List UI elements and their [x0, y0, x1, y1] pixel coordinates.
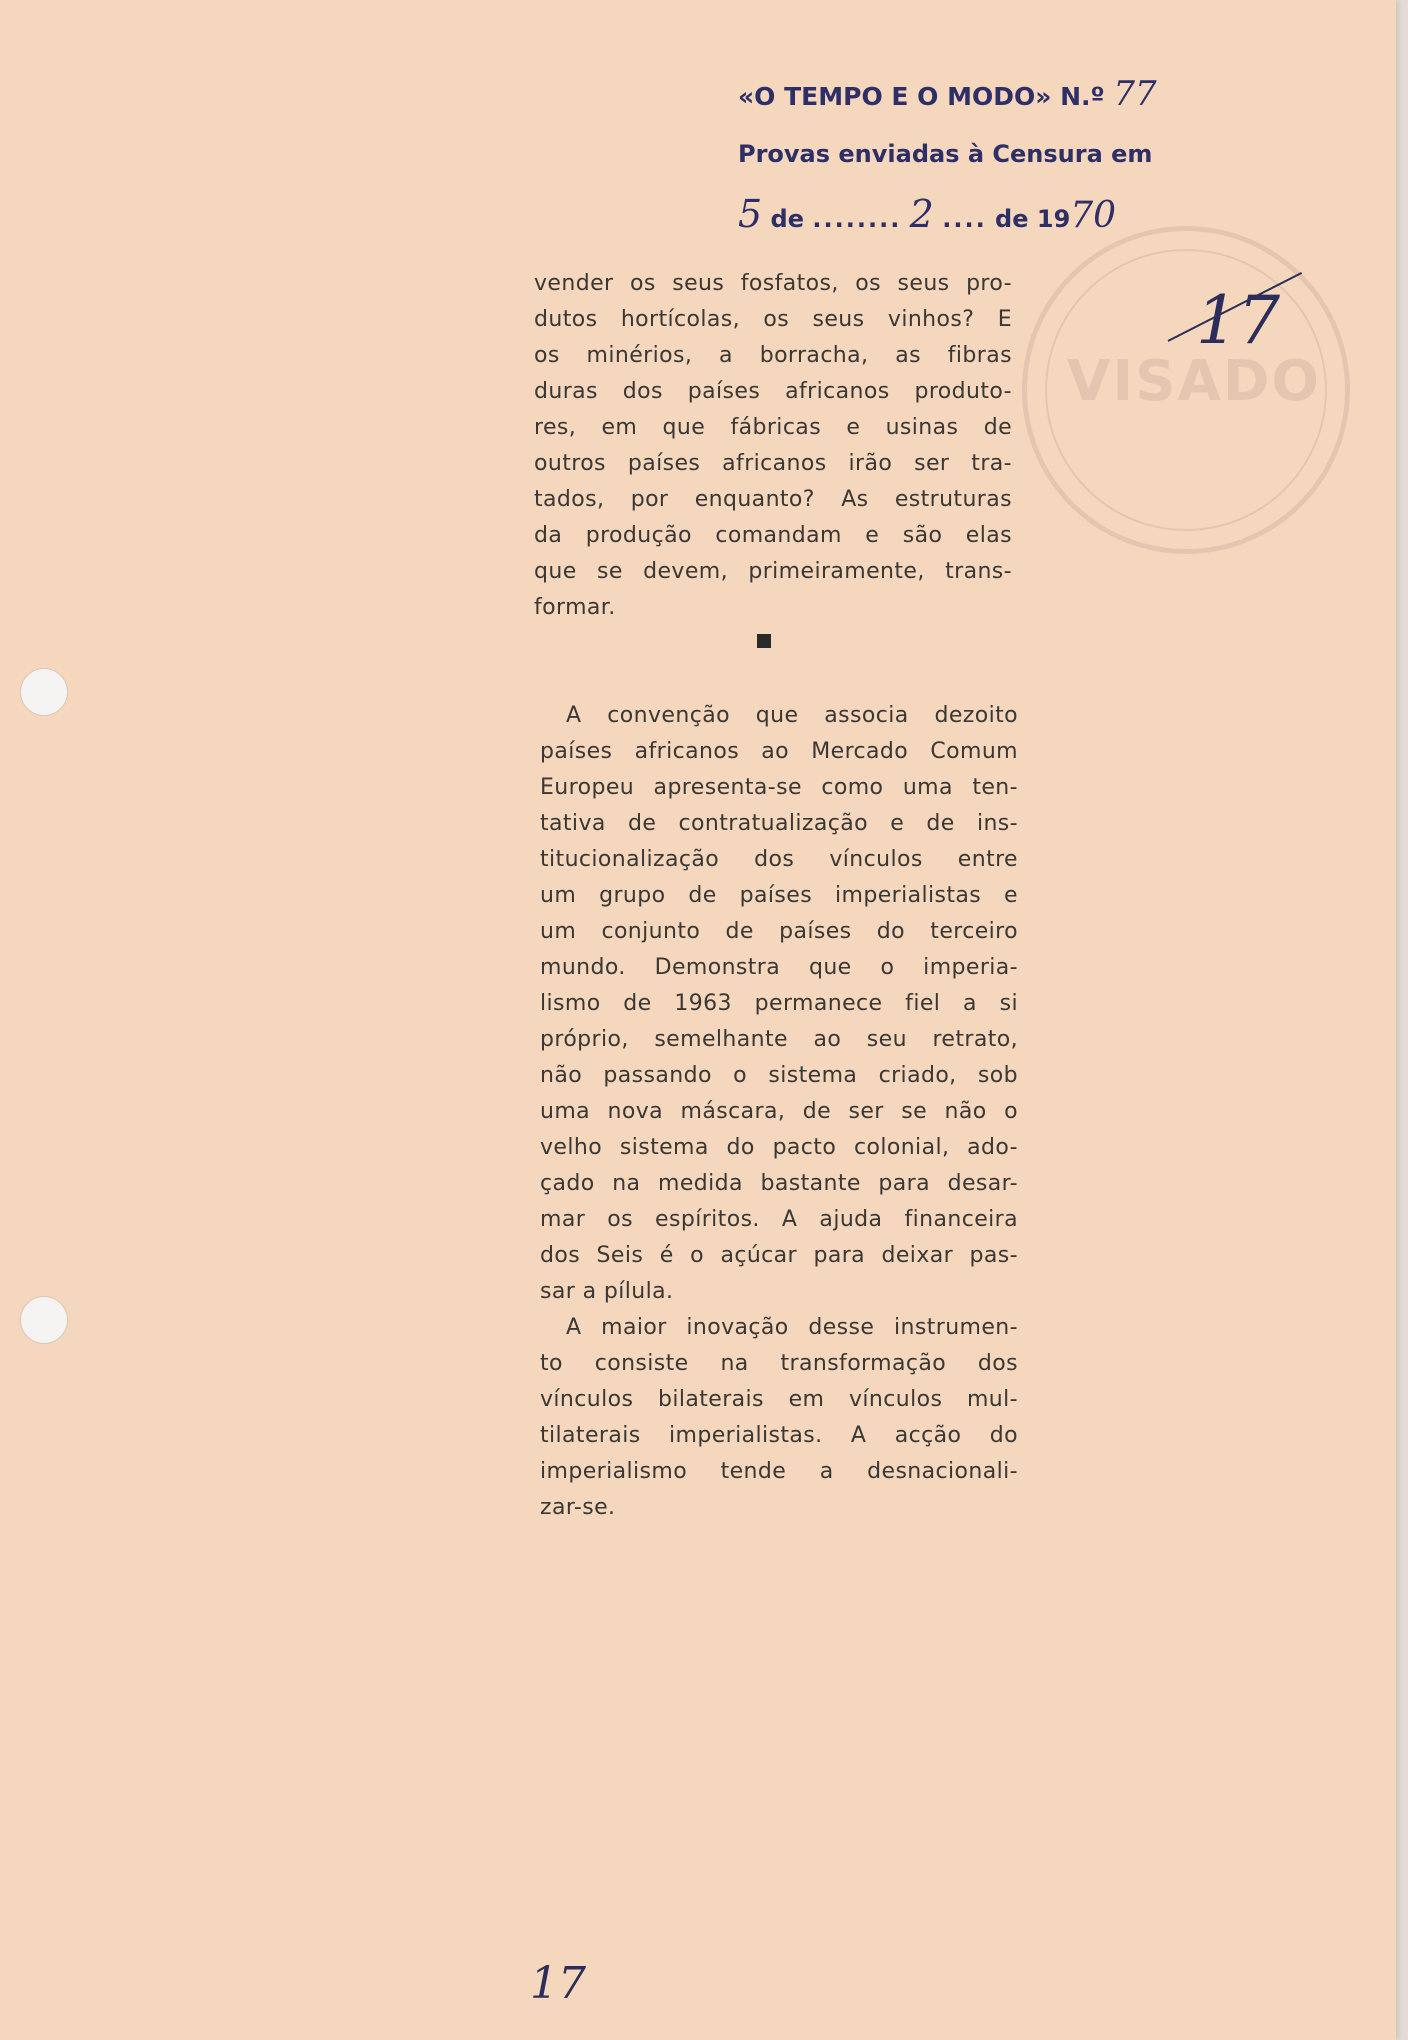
text-line: formar.	[534, 595, 616, 620]
text-line: vínculos bilaterais em vínculos mul-	[540, 1387, 1018, 1412]
text-line: A maior inovação desse instrumen-	[566, 1315, 1018, 1340]
handwritten-page-number-top: 17	[1196, 282, 1280, 359]
text-line: que se devem, primeiramente, trans-	[534, 559, 1012, 584]
text-line: um conjunto de países do terceiro	[540, 919, 1018, 944]
text-line: os minérios, a borracha, as fibras	[534, 343, 1012, 368]
year-handwritten: 70	[1070, 195, 1117, 236]
text-line: titucionalização dos vínculos entre	[540, 847, 1018, 872]
section-end-mark	[757, 634, 771, 648]
text-line: Europeu apresenta-se como uma ten-	[540, 775, 1018, 800]
text-line: tativa de contratualização e de ins-	[540, 811, 1018, 836]
text-line: çado na medida bastante para desar-	[540, 1171, 1018, 1196]
text-line: dos Seis é o açúcar para deixar pas-	[540, 1243, 1018, 1268]
text-line: tados, por enquanto? As estruturas	[534, 487, 1012, 512]
punch-hole-bottom	[20, 1296, 68, 1344]
text-line: velho sistema do pacto colonial, ado-	[540, 1135, 1018, 1160]
date-month: 2	[909, 192, 934, 236]
text-line: duras dos países africanos produto-	[534, 379, 1012, 404]
issue-number: 77	[1113, 74, 1157, 114]
text-line: res, em que fábricas e usinas de	[534, 415, 1012, 440]
text-column-section	[540, 698, 1018, 1526]
text-line: lismo de 1963 permanece fiel a si	[540, 991, 1018, 1016]
text-line: outros países africanos irão ser tra-	[534, 451, 1012, 476]
date-day: 5	[738, 192, 763, 236]
censor-stamp-text: VISADO	[1067, 349, 1321, 414]
magazine-label: «O TEMPO E O MODO» N.º	[738, 82, 1105, 111]
text-line: tilaterais imperialistas. A acção do	[540, 1423, 1018, 1448]
text-line: zar-se.	[540, 1495, 616, 1520]
date-de-1: de	[770, 205, 805, 233]
text-line: países africanos ao Mercado Comum	[540, 739, 1018, 764]
sent-label: Provas enviadas à Censura em	[738, 140, 1153, 168]
punch-hole-top	[20, 668, 68, 716]
text-line: dutos hortícolas, os seus vinhos? E	[534, 307, 1012, 332]
text-line: uma nova máscara, de ser se não o	[540, 1099, 1018, 1124]
text-line: to consiste na transformação dos	[540, 1351, 1018, 1376]
censor-circular-stamp	[1022, 226, 1350, 554]
text-line: mar os espíritos. A ajuda financeira	[540, 1207, 1018, 1232]
text-line: não passando o sistema criado, sob	[540, 1063, 1018, 1088]
year-prefix: 19	[1036, 205, 1071, 233]
handwritten-page-number-bottom: 17	[530, 1958, 586, 2009]
text-line: da produção comandam e são elas	[534, 523, 1012, 548]
text-line: um grupo de países imperialistas e	[540, 883, 1018, 908]
text-line: sar a pílula.	[540, 1279, 674, 1304]
text-line: próprio, semelhante ao seu retrato,	[540, 1027, 1018, 1052]
text-column-continuation	[534, 266, 1012, 626]
text-line: imperialismo tende a desnacionali-	[540, 1459, 1018, 1484]
text-line: mundo. Demonstra que o imperia-	[540, 955, 1018, 980]
date-de-2: de	[995, 205, 1029, 233]
document-page: «O TEMPO E O MODO» N.º 77 Provas enviadas à Censura em 5 de ........ 2 .... de 1970 VISADO 17 vender os seus fosfatos, os seus pro- dutos hortícolas, os seus vinhos? E os minérios, a borracha, as fibras duras dos países africanos produto- res, em que fábricas e usinas de outros países africanos irão ser tra- tados, por enquanto? As estruturas da produção comandam e são elas que se devem, primeiramente, trans- formar. A convenção que associa dezoito países africanos ao Mercado Comum Europeu apresenta-se como uma ten- tativa de contratualização e de ins- titucionalização dos vínculos entre um grupo de países imperialistas e um conjunto de países do terceiro mundo. Demonstra que o imperia- lismo de 1963 permanece fiel a si próprio, semelhante ao seu retrato, não passando o sistema criado, sob uma nova máscara, de ser se não o velho sistema do pacto colonial, ado- çado na medida bastante para desar- mar os espíritos. A ajuda financeira dos Seis é o açúcar para deixar pas- sar a pílula. A maior inovação desse instrumen- to consiste na transformação dos vínculos bilaterais em vínculos mul- tilaterais imperialistas. A acção do imperialismo tende a desnacionali- zar-se. 17	[0, 0, 1396, 2040]
text-line: A convenção que associa dezoito	[566, 703, 1018, 728]
text-line: vender os seus fosfatos, os seus pro-	[534, 271, 1012, 296]
